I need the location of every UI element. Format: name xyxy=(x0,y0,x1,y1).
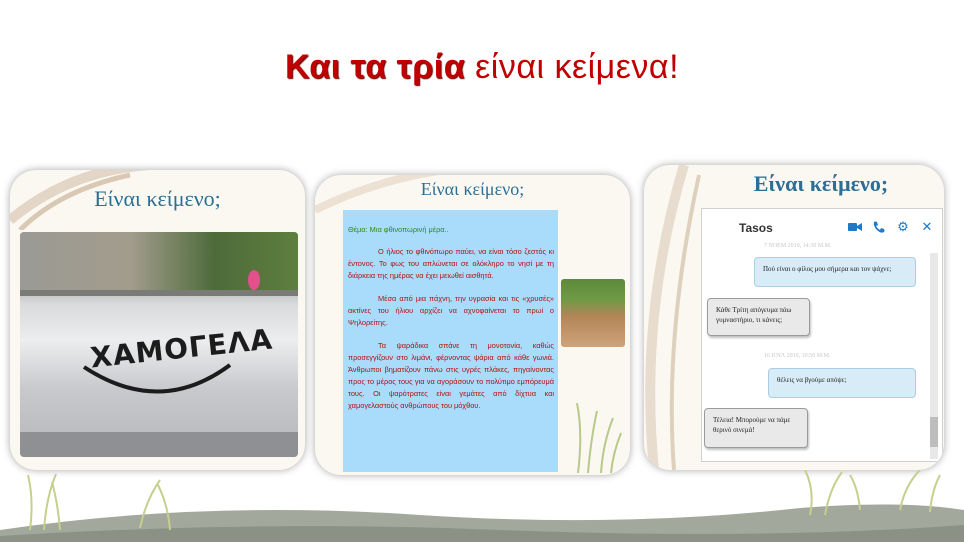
video-icon[interactable] xyxy=(848,220,862,234)
slide-title-rest: είναι κείμενα! xyxy=(465,48,680,86)
phone-icon[interactable] xyxy=(872,220,886,234)
card-graffiti xyxy=(10,170,305,470)
wall-ledge xyxy=(20,290,298,296)
gear-icon[interactable]: ⚙ xyxy=(897,219,909,234)
document-paragraph: Ο ήλιος το φθινόπωρο παύει, να είναι τόσο ζεστός κι έντονος. Το φως του απλώνεται σε ολόκληρο το νησί με τη διάρκεια της ημέρας να έχει μειωθεί αισθητά. xyxy=(348,247,554,280)
reed-decoration xyxy=(644,165,704,470)
document-subject: Θέμα: Μια φθινοπωρινή μέρα.. xyxy=(348,225,449,234)
card-document xyxy=(315,175,630,475)
chat-window xyxy=(701,208,943,462)
card1-heading: Είναι κείμενο; xyxy=(94,186,221,211)
slide-title xyxy=(0,48,964,87)
card-chat xyxy=(644,165,944,470)
graffiti-smile xyxy=(80,357,240,407)
chat-message-sent: Πού είναι ο φίλος μου σήμερα και τον ψάχνε; xyxy=(754,257,916,287)
grass-decoration xyxy=(573,403,623,473)
card2-heading: Είναι κείμενο; xyxy=(420,179,525,199)
chat-contact-name: Tasos xyxy=(739,221,773,235)
autumn-leaves-photo xyxy=(561,279,625,347)
document-paragraph: Τα ψαράδικα σπάνε τη μονοτονία, καθώς προσεγγίζουν στο λιμάνι, φέρνοντας ψάρια από κάθε γωνιά. Άνθρωποι βηματίζουν πάνω στις υγρές πλάκες, πηγαίνοντας προς το μέρος τους για να αγοράσουν το πολύτιμο εμπόρευμά τους. Οι ψαρότρατες είναι γεμάτες από δίχτυα και χαμογελαστούς ανθρώπους του μόχθου. xyxy=(348,341,554,410)
document-text xyxy=(343,210,558,472)
chat-message-received: Κάθε Τρίτη απόγευμα πάω γυμναστήριο, τι κάνεις; xyxy=(707,298,810,336)
document-paragraph: Μέσα από μια πάχνη, την υγρασία και τις «χρυσές» ακτίνες του ήλιου αρχίζει να αχνοφαίνεται το πρωί ο Ψηλορείτης. xyxy=(348,294,554,327)
card3-heading: Είναι κείμενο; xyxy=(753,171,889,196)
ground-decoration xyxy=(0,470,964,542)
close-icon[interactable]: ✕ xyxy=(921,219,933,234)
message-timestamp: 7 ΝΟΕΜ 2019, 14:30 Μ.Μ. xyxy=(764,243,832,249)
chat-header xyxy=(702,209,942,243)
message-timestamp: 16 ΙΟΥΛ 2019, 10:50 Μ.Μ. xyxy=(764,353,831,359)
graffiti-photo xyxy=(20,232,298,457)
graffiti-text: ΧΑΜΟΓΕΛΑ xyxy=(88,322,275,375)
chat-scrollbar[interactable] xyxy=(930,253,938,459)
wall-bottom xyxy=(20,432,298,457)
chat-message-received: Τέλεια! Μπορούμε να πάμε θερινό σινεμά! xyxy=(704,408,808,448)
slide-title-emphasis: Και τα τρία xyxy=(284,48,466,86)
chat-scrollbar-thumb[interactable] xyxy=(930,417,938,447)
flower xyxy=(248,270,260,290)
chat-message-sent: θέλεις να βγούμε απόψε; xyxy=(768,368,916,398)
